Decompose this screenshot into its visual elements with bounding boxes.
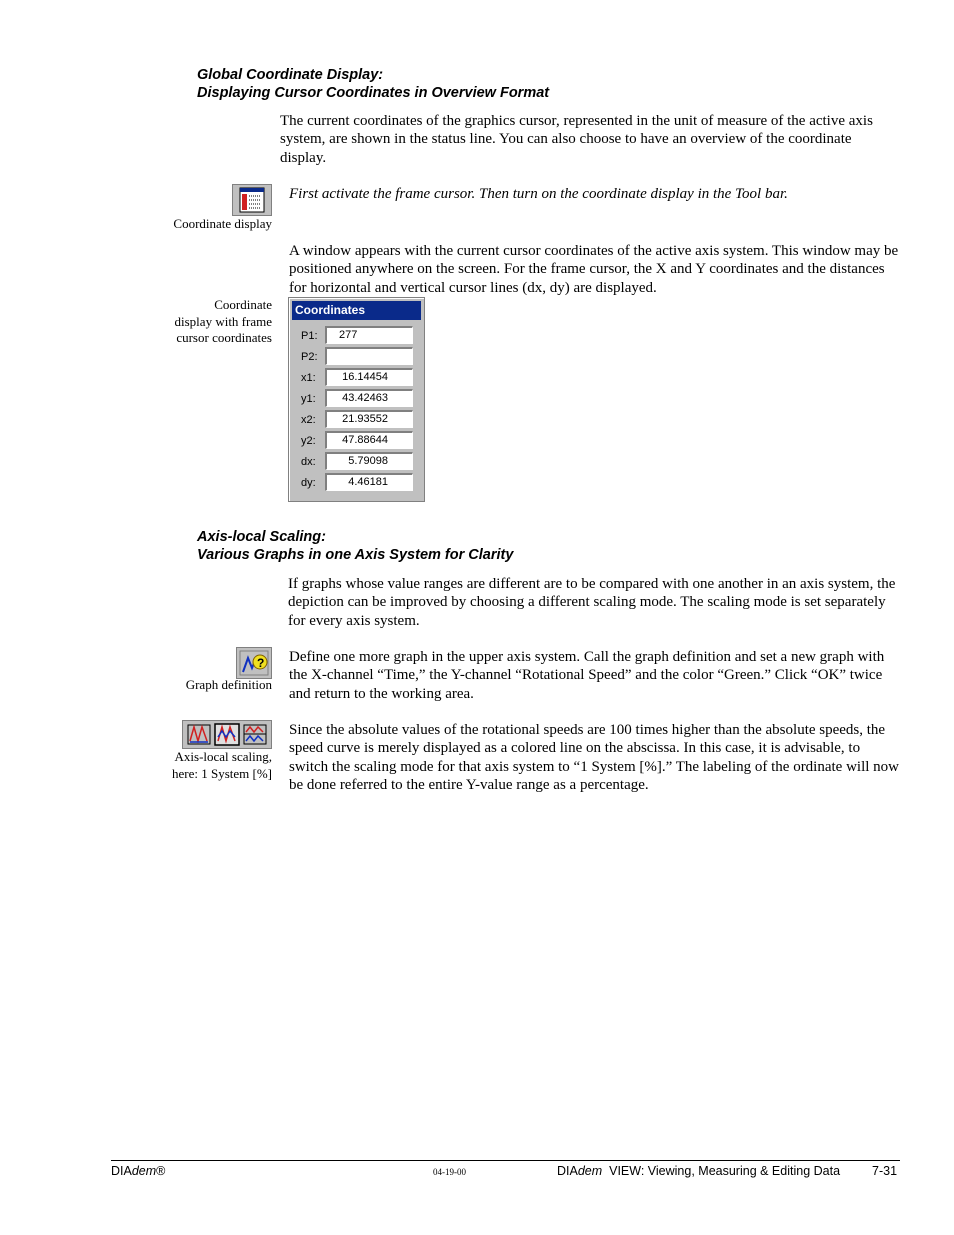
axis-scaling-caption-line1: Axis-local scaling, bbox=[174, 749, 272, 764]
figure-caption-line3: cursor coordinates bbox=[176, 330, 272, 345]
window-description: A window appears with the current cursor coordinates of the active axis system. This window may be positioned anywhere on the screen. For the frame cursor, the X and Y coordinates and the distances for horizontal and vertical cursor lines (dx, dy) are displayed. bbox=[289, 243, 899, 296]
coord-label-p1: P1: bbox=[301, 330, 318, 342]
coord-row-x2 bbox=[289, 410, 424, 429]
section2-heading-line2: Various Graphs in one Axis System for Clarity bbox=[197, 547, 514, 563]
footer-right-italic: dem bbox=[577, 1164, 603, 1178]
coord-row-dx bbox=[289, 452, 424, 471]
axis-scaling-caption bbox=[172, 749, 272, 782]
coordinate-display-icon bbox=[233, 185, 271, 215]
coord-row-y1 bbox=[289, 389, 424, 408]
footer-left-prefix: DIA bbox=[111, 1164, 132, 1178]
coord-label-dy: dy: bbox=[301, 477, 316, 489]
coord-label-y1: y1: bbox=[301, 393, 316, 405]
scaling-mode-2-icon bbox=[215, 724, 239, 745]
coord-row-dy bbox=[289, 473, 424, 492]
coord-label-dx: dx: bbox=[301, 456, 316, 468]
coord-field-y1[interactable]: 43.42463 bbox=[325, 389, 413, 407]
coord-label-p2: P2: bbox=[301, 351, 318, 363]
graph-definition-toolbar-button[interactable] bbox=[236, 647, 272, 679]
coord-field-dx[interactable]: 5.79098 bbox=[325, 452, 413, 470]
footer-left-italic: dem bbox=[131, 1164, 157, 1178]
section-heading-line1: Global Coordinate Display: bbox=[197, 67, 384, 83]
section-heading-line2: Displaying Cursor Coordinates in Overview Format bbox=[197, 85, 550, 101]
scaling-intro-paragraph: If graphs whose value ranges are different are to be compared with one another in an axis system, the depiction can be improved by choosing a different scaling mode. The scaling mode is set separately for every axis system. bbox=[288, 576, 896, 629]
footer-right-suffix: VIEW: Viewing, Measuring & Editing Data bbox=[602, 1164, 841, 1178]
footer-left bbox=[111, 1164, 165, 1179]
section2-heading-line1: Axis-local Scaling: bbox=[197, 529, 326, 545]
footer-rule bbox=[111, 1160, 900, 1161]
coord-row-p1 bbox=[289, 326, 424, 345]
graph-definition-icon bbox=[237, 648, 271, 678]
coordinates-window[interactable] bbox=[288, 297, 425, 502]
coord-row-x1 bbox=[289, 368, 424, 387]
axis-scaling-text: Since the absolute values of the rotational speeds are 100 times higher than the absolute speeds, the speed curve is merely displayed as a colored line on the abscissa. In this case, it is advisable, to switch the scaling mode for that axis system to “1 System [%].” The labeling of the ordinate will now be done referred to the entire Y-value range as a percentage. bbox=[289, 722, 900, 794]
coord-label-y2: y2: bbox=[301, 435, 316, 447]
scaling-mode-3-icon bbox=[244, 725, 266, 744]
footer-date: 04-19-00 bbox=[433, 1167, 466, 1177]
axis-scaling-caption-line2: here: 1 System [%] bbox=[171, 765, 272, 781]
page-number: 7-31 bbox=[872, 1164, 898, 1178]
coord-label-x1: x1: bbox=[301, 372, 316, 384]
coord-field-y2[interactable]: 47.88644 bbox=[325, 431, 413, 449]
axis-scaling-icons bbox=[183, 721, 271, 748]
intro-paragraph: The current coordinates of the graphics cursor, represented in the unit of measure of the active axis system, are shown in the status line. You can also choose to have an overview of the coordinate display. bbox=[280, 113, 873, 166]
coordinate-display-caption: Coordinate display bbox=[173, 216, 272, 231]
coord-row-p2 bbox=[289, 347, 424, 366]
scaling-mode-1-icon bbox=[188, 725, 210, 744]
step-instruction: First activate the frame cursor. Then turn on the coordinate display in the Tool bar. bbox=[289, 186, 788, 202]
coord-field-x2[interactable]: 21.93552 bbox=[325, 410, 413, 428]
coord-field-p2[interactable] bbox=[325, 347, 413, 365]
coordinate-display-toolbar-button[interactable] bbox=[232, 184, 272, 216]
graph-definition-caption: Graph definition bbox=[185, 677, 272, 692]
figure-caption-line1: Coordinate bbox=[214, 297, 272, 312]
figure-caption-line2: display with frame bbox=[174, 313, 272, 329]
footer-right bbox=[557, 1164, 840, 1179]
figure-caption bbox=[175, 297, 272, 347]
graph-definition-text: Define one more graph in the upper axis system. Call the graph definition and set a new graph with the X-channel “Time,” the Y-channel “Rotational Speed” and the color “Green.” Click “OK” twice and return to the working area. bbox=[289, 649, 885, 702]
footer-left-suffix: ® bbox=[156, 1164, 166, 1178]
footer-right-prefix: DIA bbox=[557, 1164, 578, 1178]
coord-field-dy[interactable]: 4.46181 bbox=[325, 473, 413, 491]
coordinates-window-title[interactable]: Coordinates bbox=[292, 301, 421, 320]
coord-label-x2: x2: bbox=[301, 414, 316, 426]
coord-field-x1[interactable]: 16.14454 bbox=[325, 368, 413, 386]
coord-field-p1[interactable]: 277 bbox=[325, 326, 413, 344]
axis-scaling-toolbar bbox=[182, 720, 272, 749]
svg-text:?: ? bbox=[257, 656, 265, 670]
coord-row-y2 bbox=[289, 431, 424, 450]
